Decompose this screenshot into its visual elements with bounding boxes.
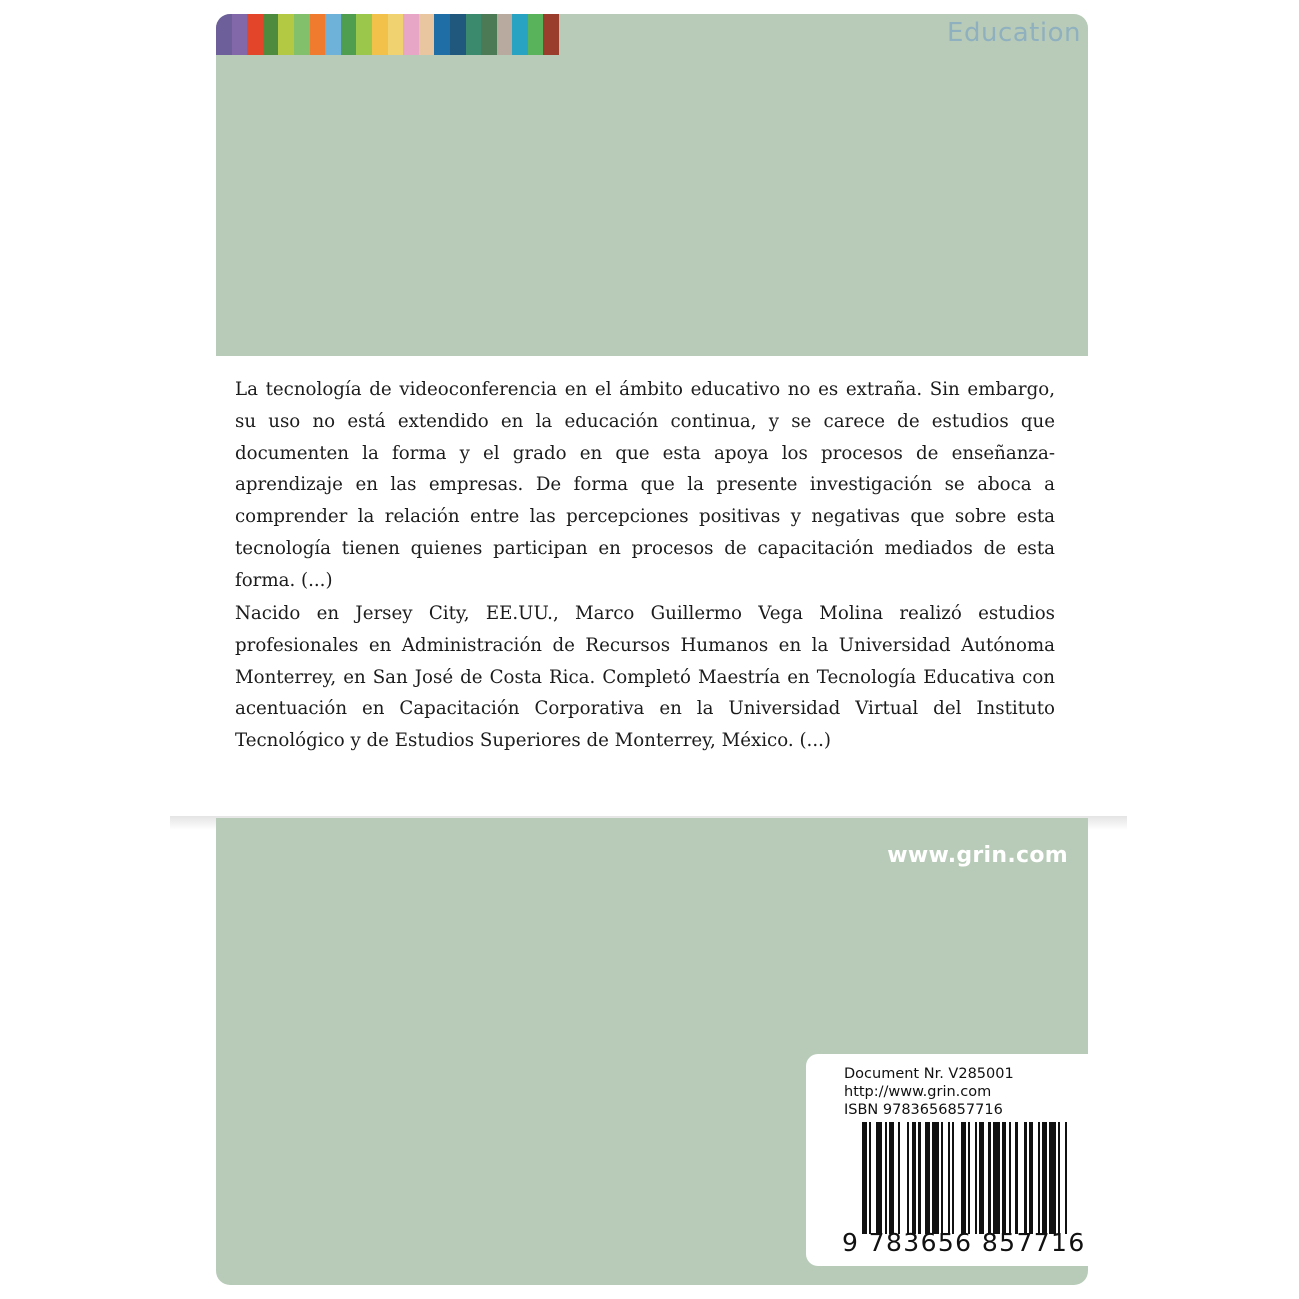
- color-stripe: [403, 14, 419, 55]
- color-stripe: [372, 14, 388, 55]
- document-info-box: [806, 1054, 1088, 1266]
- color-stripe: [543, 14, 559, 55]
- color-stripes: [216, 14, 559, 55]
- color-stripe: [388, 14, 404, 55]
- barcode-icon: [862, 1122, 1072, 1234]
- color-stripe: [512, 14, 528, 55]
- document-isbn: ISBN 9783656857716: [844, 1102, 1003, 1118]
- document-number: Document Nr. V285001: [844, 1066, 1014, 1082]
- color-stripe: [232, 14, 248, 55]
- color-stripe: [341, 14, 357, 55]
- color-stripe: [325, 14, 341, 55]
- color-stripe: [481, 14, 497, 55]
- publisher-website: www.grin.com: [887, 843, 1068, 868]
- color-stripe: [450, 14, 466, 55]
- color-stripe: [497, 14, 513, 55]
- color-stripe: [528, 14, 544, 55]
- blurb-section: [216, 356, 1088, 816]
- barcode-digits: 9 783656 857716: [842, 1228, 1086, 1257]
- blurb-paragraph-author: Nacido en Jersey City, EE.UU., Marco Guillermo Vega Molina realizó estudios profesionales en Administración de Recursos Humanos en la Universidad Autónoma Monterrey, en San José de Costa Rica. Completó Maestría en Tecnología Educativa con acentuación en Capacitación Corporativa en la Universidad Virtual del Instituto Tecnológico y de Estudios Superiores de Monterrey, México. (...): [235, 603, 1055, 752]
- color-stripe: [263, 14, 279, 55]
- color-stripe: [434, 14, 450, 55]
- barcode-bar: [993, 1122, 1000, 1234]
- color-stripe: [247, 14, 263, 55]
- barcode-bar: [932, 1122, 939, 1234]
- barcode-gap: [900, 1122, 907, 1234]
- blurb-paragraph-summary: La tecnología de videoconferencia en el ámbito educativo no es extraña. Sin embargo, su uso no está extendido en la educación continua, y se carece de estudios que documenten la forma y el grado en que esta apoya los procesos de enseñanza-aprendizaje en las empresas. De forma que la presente investigación se aboca a comprender la relación entre las percepciones positivas y negativas que sobre esta tecnología tienen quienes participan en procesos de capacitación mediados de esta forma. (...): [235, 379, 1055, 591]
- category-label: Education: [947, 18, 1081, 48]
- barcode-gap: [954, 1122, 961, 1234]
- barcode-bar: [1049, 1122, 1056, 1234]
- cover-top-panel: [216, 14, 1088, 356]
- color-stripe: [294, 14, 310, 55]
- color-stripe: [216, 14, 232, 55]
- color-stripe: [466, 14, 482, 55]
- barcode-bar: [876, 1122, 883, 1234]
- color-stripe: [278, 14, 294, 55]
- color-stripe: [419, 14, 435, 55]
- barcode-gap: [1067, 1122, 1069, 1234]
- barcode-gap: [1018, 1122, 1025, 1234]
- document-url: http://www.grin.com: [844, 1084, 992, 1100]
- color-stripe: [310, 14, 326, 55]
- color-stripe: [356, 14, 372, 55]
- cover-bottom-panel: [216, 818, 1088, 1285]
